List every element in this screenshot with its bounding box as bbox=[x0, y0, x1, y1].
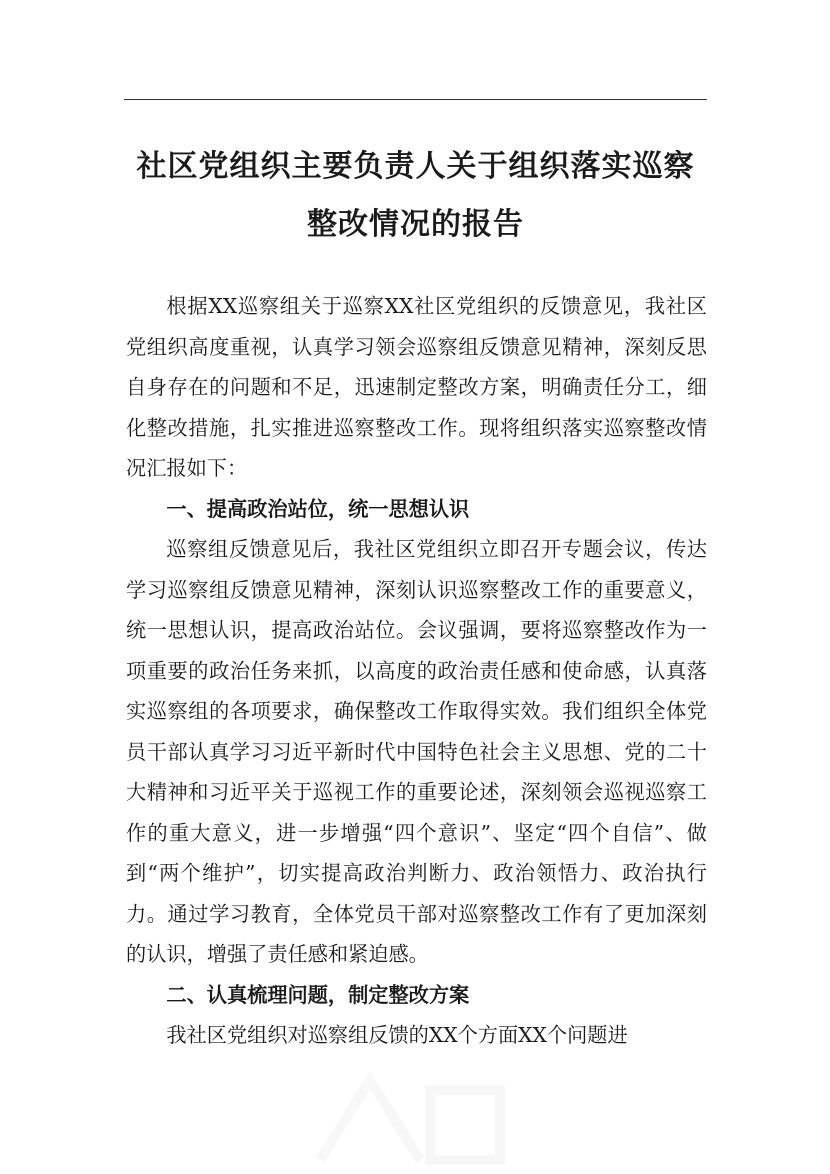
document-title-line-2: 整改情况的报告 bbox=[307, 207, 524, 242]
paragraph-section-2: 我社区党组织对巡察组反馈的XX个方面XX个问题进 bbox=[166, 1023, 628, 1047]
document-title-line-1: 社区党组织主要负责人关于组织落实巡察 bbox=[136, 149, 695, 184]
section-heading-1: 一、提高政治站位，统一思想认识 bbox=[166, 496, 470, 521]
paragraph-intro: 根据XX巡察组关于巡察XX社区党组织的反馈意见，我社区党组织高度重视，认真学习领会巡察组反馈意见精神，深刻反思自身存在的问题和不足，迅速制定整改方案，明确责任分工，细化整改措施，扎实推进巡察整改工作。现将组织落实巡察整改情况汇报如下： bbox=[126, 294, 707, 480]
header-rule bbox=[124, 99, 707, 100]
paragraph-section-1: 巡察组反馈意见后，我社区党组织立即召开专题会议，传达学习巡察组反馈意见精神，深刻认识巡察整改工作的重要意义，统一思想认识，提高政治站位。会议强调，要将巡察整改作为一项重要的政治任务来抓，以高度的政治责任感和使命感，认真落实巡察组的各项要求，确保整改工作取得实效。我们组织全体党员干部认真学习习近平新时代中国特色社会主义思想、党的二十大精神和习近平关于巡视工作的重要论述，深刻领会巡视巡察工作的重大意义，进一步增强“四个意识”、坚定“四个自信”、做到“两个维护”，切实提高政治判断力、政治领悟力、政治执行力。通过学习教育，全体党员干部对巡察整改工作有了更加深刻的认识，增强了责任感和紧迫感。 bbox=[126, 537, 707, 966]
section-heading-2: 二、认真梳理问题，制定整改方案 bbox=[166, 982, 470, 1007]
watermark-stamp bbox=[300, 1060, 520, 1170]
document-body bbox=[126, 286, 707, 1056]
